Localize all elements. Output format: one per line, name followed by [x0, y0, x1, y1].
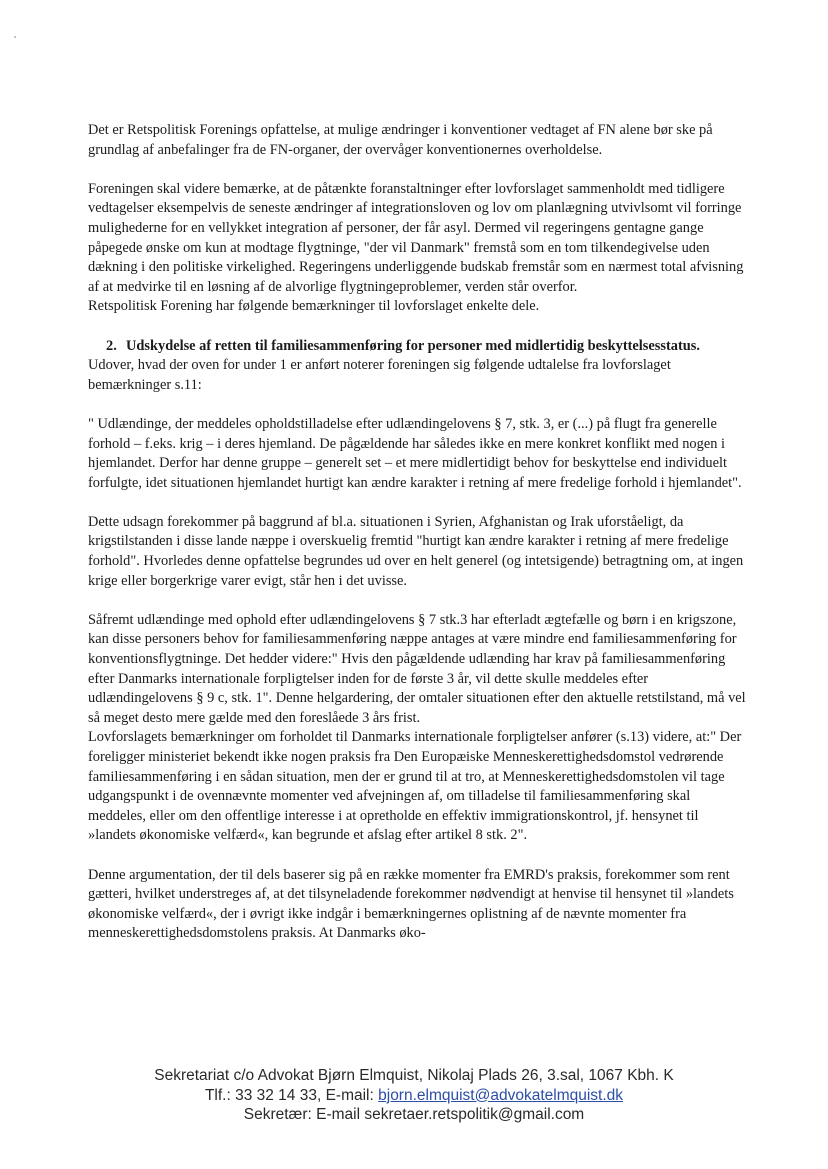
paragraph-syria-afghanistan-iraq: Dette udsagn forekommer på baggrund af bl.a. situationen i Syrien, Afghanistan og Irak uforståeligt, da krigstilstanden i disse lande næppe i overskuelig fremtid "hurtigt kan ændre karakter i retning af mere fredelige forhold". Hvorledes denne opfattelse begrundes ud over en helt generel (og intetsigende) betragtning om, at ingen krige eller borgerkrige varer evigt, står hen i det uvisse. — [88, 513, 744, 589]
paragraph-integration-concerns: Foreningen skal videre bemærke, at de påtænkte foranstaltninger efter lovforslaget sammenholdt med tidligere vedtagelser eksempelvis de seneste ændringer af integrationsloven og lov om planlægning utvivlsomt vil forringe mulighederne for en vellykket integration af personer, der får asyl. Dermed vil regeringens gentagne gange påpegede ønske om kun at modtage flygtninge, "der vil Danmark" fremstå som en tom tilkendegivelse uden dækning i den politiske virkelighed. Regeringens underliggende budskab fremstår som en nærmest total afvisning af at medvirke til en løsning af de alvorlige flygtningeproblemer, verden står overfor. — [88, 180, 744, 295]
footer-email-link[interactable]: bjorn.elmquist@advokatelmquist.dk — [378, 1086, 624, 1104]
paragraph-family-reunification: Såfremt udlændinge med ophold efter udlændingelovens § 7 stk.3 har efterladt ægtefælle og børn i en krigszone, kan disse personers behov for familiesammenføring næppe antages at være mindre end familiesammenføring for konventionsflygtninge. Det hedder videre:" Hvis den pågældende udlænding har krav på familiesammenføring efter Danmarks internationale forpligtelser inden for de første 3 år, vil dette skulle meddeles efter udlændingelovens § 9 c, stk. 1". Denne helgardering, der omtaler situationen efter den aktuelle retstilstand, må vel så meget desto mere gælde med den foreslåede 3 års frist. — [88, 611, 746, 726]
section-title: Udskydelse af retten til familiesammenføring for personer med midlertidig beskyttelsesstatus. — [126, 337, 700, 354]
footer-phone: Tlf.: 33 32 14 33, E-mail: — [204, 1086, 379, 1104]
paragraph-quote: " Udlændinge, der meddeles opholdstilladelse efter udlændingelovens § 7, stk. 3, er (...) på flugt fra generelle forhold – f.eks. krig – i deres hjemland. De pågældende har således ikke en mere konkret konflikt med nogen i hjemlandet. Derfor har denne gruppe – generelt set – et mere midlertidigt behov for beskyttelse end individuelt forfulgte, idet situationen hjemlandet hurtigt kan ændre karakter i retning af mere fredelige forhold i hjemlandet". — [88, 415, 742, 491]
letterhead-footer — [0, 1066, 828, 1125]
paragraph-quote-intro: Udover, hvad der oven for under 1 er anført noterer foreningen sig følgende udtalelse fra lovforslaget bemærkninger s.11: — [88, 357, 671, 393]
scan-speck — [14, 36, 16, 38]
paragraph-international-obligations: Lovforslagets bemærkninger om forholdet til Danmarks internationale forpligtelser anfører (s.13) videre, at:" Der foreligger ministeriet bekendt ikke nogen praksis fra Den Europæiske Menneskerettighedsdomstol vedrørende familiesammenføring i en sådan situation, men der er grund til at tro, at Menneskerettighedsdomstolen vil tage udgangspunkt i de ovennævnte momenter ved afvejningen af, om tilladelse til familiesammenføring skal meddeles, eller om den offentlige interesse i at opretholde en effektiv immigrationskontrol, jf. hensynet til »landets økonomiske velfærd«, kan begrunde et afslag efter artikel 8 stk. 2". — [88, 729, 742, 844]
section-heading — [88, 337, 748, 357]
section-number: 2. — [106, 337, 117, 354]
paragraph-convention-changes: Det er Retspolitisk Forenings opfattelse, at mulige ændringer i konventioner vedtaget af FN alene bør ske på grundlag af anbefalinger fra de FN-organer, der overvåger konventionernes overholdelse. — [88, 122, 713, 158]
paragraph-remarks-intro: Retspolitisk Forening har følgende bemærkninger til lovforslaget enkelte dele. — [88, 298, 540, 315]
document-body — [88, 121, 748, 944]
footer-contact — [0, 1086, 828, 1106]
footer-address: Sekretariat c/o Advokat Bjørn Elmquist, Nikolaj Plads 26, 3.sal, 1067 Kbh. K — [154, 1067, 674, 1084]
footer-secretary: Sekretær: E-mail sekretaer.retspolitik@gmail.com — [243, 1106, 585, 1123]
paragraph-argumentation: Denne argumentation, der til dels baserer sig på en række momenter fra EMRD's praksis, forekommer som rent gætteri, hvilket understreges af, at det tilsyneladende forekommer nødvendigt at henvise til hensynet til »landets økonomiske velfærd«, der i øvrigt ikke indgår i bemærkningernes oplistning af de nævnte momenter fra menneskerettighedsdomstolens praksis. At Danmarks øko- — [88, 866, 734, 942]
